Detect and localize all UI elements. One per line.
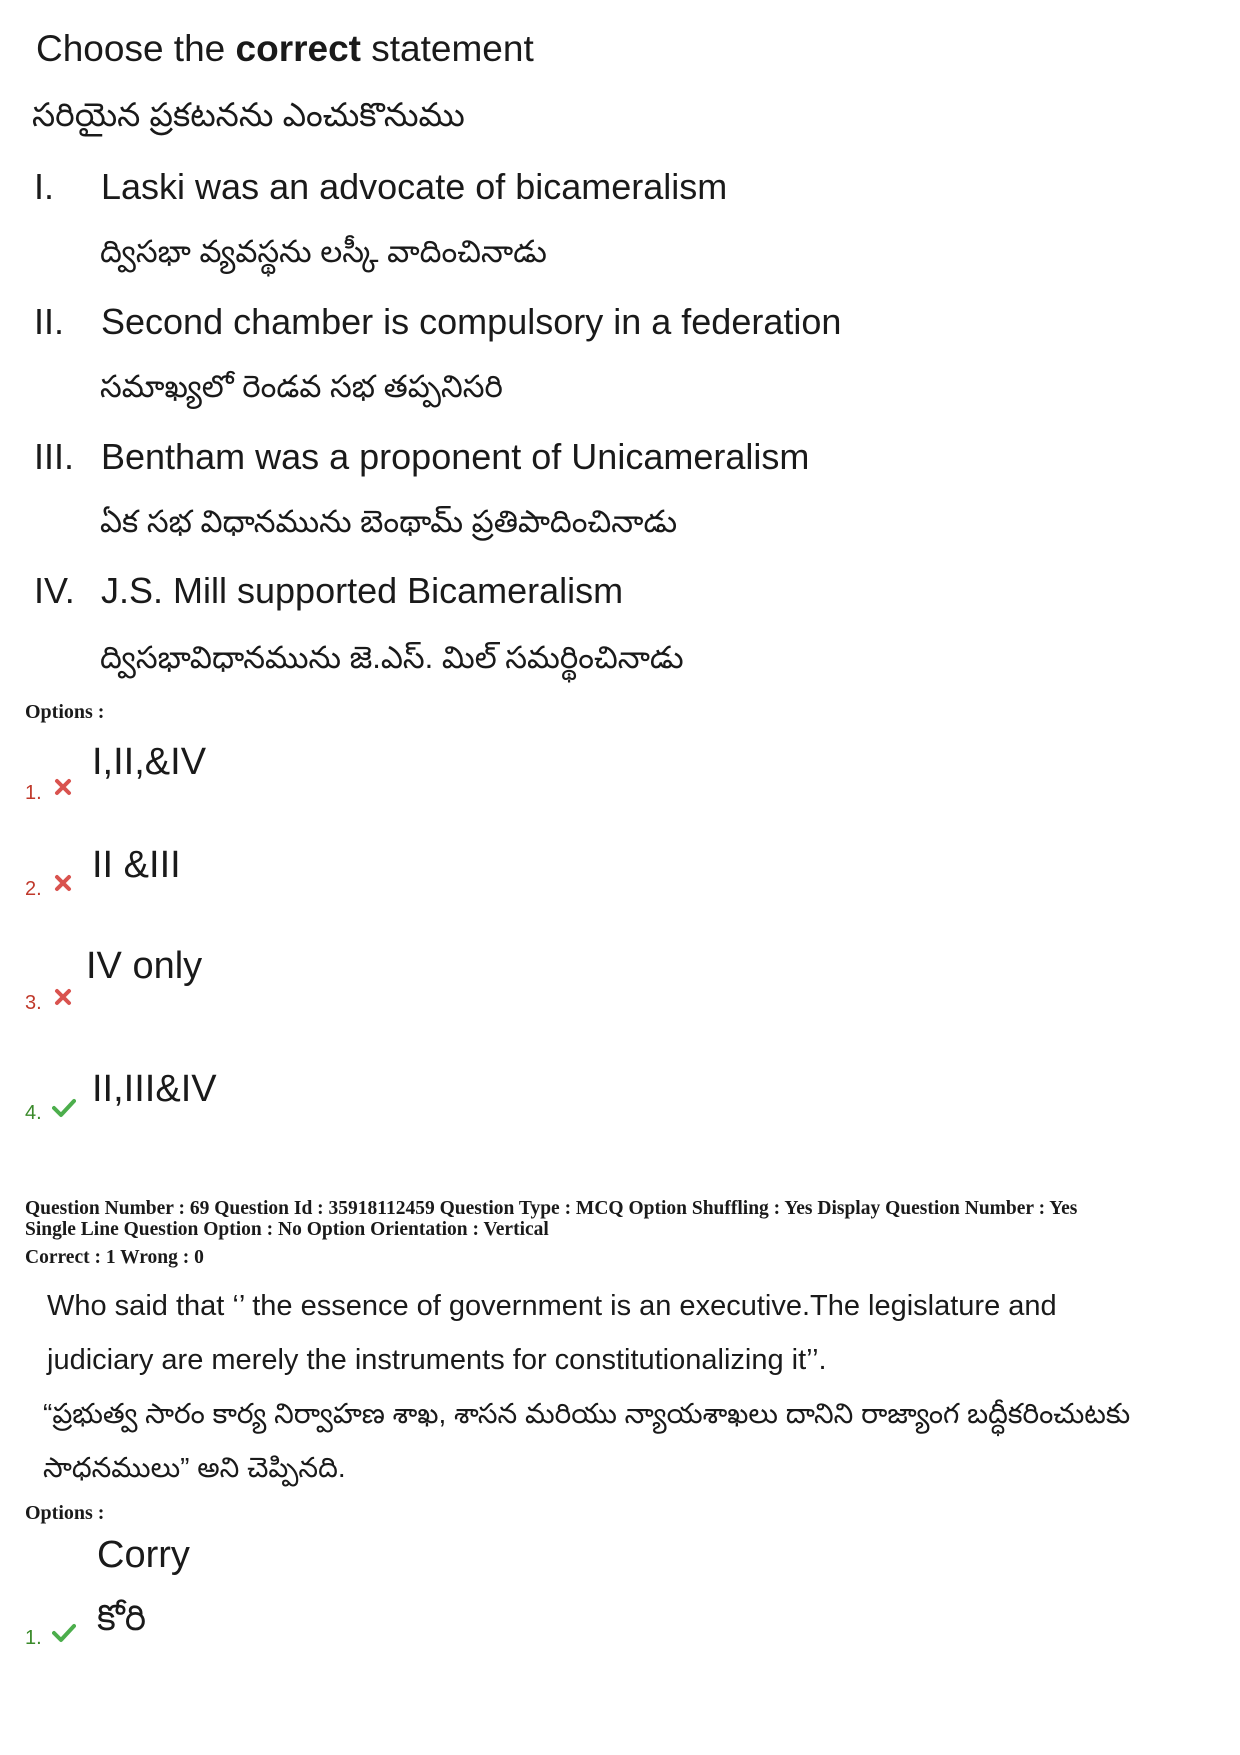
options-heading: Options : [25,1502,105,1524]
option-text: IV only [86,945,203,987]
option-text: II,III&IV [92,1068,217,1110]
option-text-telugu: కోరి [97,1597,147,1638]
cross-icon [54,778,72,796]
statement-number: II. [34,301,65,342]
options-heading: Options : [25,701,105,723]
statement-english: Laski was an advocate of bicameralism [101,166,728,207]
option-number: 1. [25,782,42,804]
statement-telugu: సమాఖ్యలో రెండవ సభ తప్పనిసరి [100,369,503,404]
question-text-english-line-2: judiciary are merely the instruments for constitutionalizing it’’. [47,1344,827,1376]
cross-icon [54,988,72,1006]
option-text: II &III [92,844,181,886]
question-text-telugu-line-1: “ప్రభుత్వ సారం కార్య నిర్వాహణ శాఖ, శాసన మరియు న్యాయశాఖలు దానిని రాజ్యాంగ బద్ధీకరించుటకు [43,1398,1131,1429]
option-text: Corry [97,1534,190,1576]
option-number: 3. [25,992,42,1014]
question-meta-line-1: Question Number : 69 Question Id : 35918112459 Question Type : MCQ Option Shuffling : Yes Display Question Number : Yes [25,1198,1078,1219]
statement-english: Second chamber is compulsory in a federation [101,301,842,342]
statement-number: III. [34,436,75,477]
question-text-telugu-line-2: సాధనములు” అని చెప్పినది. [43,1452,346,1483]
option-number: 1. [25,1627,42,1649]
option-text: I,II,&IV [92,741,207,783]
check-icon [52,1098,76,1118]
check-icon [52,1623,76,1643]
question-meta-line-2: Single Line Question Option : No Option Orientation : Vertical [25,1219,549,1240]
question-text-english-line-1: Who said that ‘’ the essence of government is an executive.The legislature and [47,1290,1057,1322]
statement-telugu: ద్విసభావిధానమును జె.ఎస్. మిల్ సమర్థించినాడు [100,640,684,675]
question-marks: Correct : 1 Wrong : 0 [25,1247,204,1268]
cross-icon [54,874,72,892]
question-title: Choose the correct statement [36,28,534,69]
statement-number: I. [34,166,55,207]
statement-english: Bentham was a proponent of Unicameralism [101,436,810,477]
statement-english: J.S. Mill supported Bicameralism [101,570,624,611]
statement-telugu: ద్విసభా వ్యవస్థను లస్కీ వాదించినాడు [100,234,547,269]
question-title-telugu: సరియైన ప్రకటనను ఎంచుకొనుము [32,96,465,133]
option-number: 2. [25,878,42,900]
statement-number: IV. [34,570,75,611]
option-number: 4. [25,1102,42,1124]
question-title-emphasis: correct [235,28,361,69]
statement-telugu: ఏక సభ విధానమును బెంథామ్ ప్రతిపాదించినాడు [100,504,678,539]
